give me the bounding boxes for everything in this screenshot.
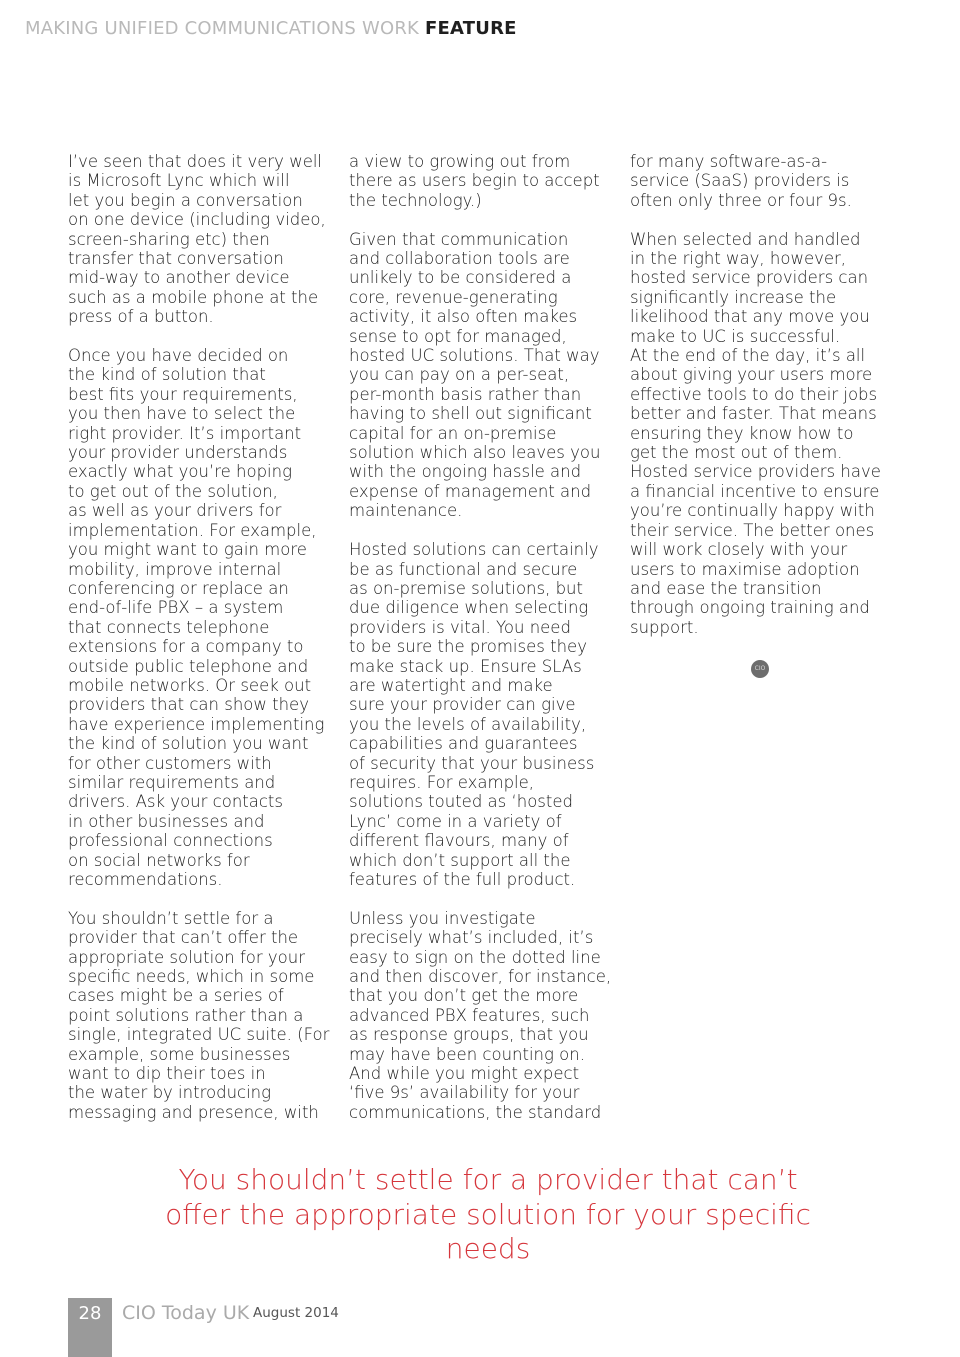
body-text-line: for many software-as-a- [630,152,828,171]
body-text-line: service (SaaS) providers is [630,171,850,191]
body-text-line: to get out of the solution, [68,481,278,501]
body-text-line: on one device (including video, [68,210,326,230]
body-text-line: capabilities and guarantees [349,734,578,754]
paragraph-gap [68,889,330,908]
body-text-line: Hosted solutions can certainly [349,540,599,560]
body-text-line: get the most out of them. [630,443,843,463]
body-text-line: conferencing or replace an [68,578,289,598]
body-text-line: that connects telephone [68,617,270,637]
body-text-line: you can pay on a per-seat, [349,365,570,385]
body-text-line: significantly increase the [630,287,837,307]
article-column-2 [349,152,611,1122]
body-text-line: advanced PBX features, such [349,1005,590,1025]
body-text-line: extensions for a company to [68,637,304,657]
paragraph-gap [349,521,611,540]
body-text-line: sure your provider can give [349,695,576,715]
body-text-line: ensuring they know how to [630,423,854,443]
body-text-line: let you begin a conversation [68,190,303,210]
body-text-line: hosted UC solutions. That way [349,346,600,366]
article-end-logo-icon: CIO [751,660,769,678]
body-text-line: different flavours, many of [349,831,569,851]
body-text-line: solutions touted as ‘hosted [349,792,573,812]
body-text-line: on social networks for [68,850,250,870]
issue-date: August 2014 [253,1305,339,1321]
body-text-line: activity, it also often makes [349,307,578,327]
body-text-line: as response groups, that you [349,1025,589,1045]
body-text-line: Once you have decided on [68,346,289,366]
body-text-line: such as a mobile phone at the [68,287,319,307]
body-text-line: which don’t support all the [349,850,571,870]
body-text-line: effective tools to do their jobs [630,384,878,404]
body-text-line: professional connections [68,831,273,851]
body-text-line: better and faster. That means [630,404,877,424]
body-text-line: you might want to gain more [68,540,307,560]
body-text-line: core, revenue-generating [349,287,558,307]
body-text-line: providers is vital. You need [349,617,571,637]
page-number: 28 [78,1303,102,1324]
body-text-line: Lync’ come in a variety of [349,811,562,831]
paragraph-gap [68,327,330,346]
body-text-line: make stack up. Ensure SLAs [349,656,582,676]
body-text-line: make to UC is successful. [630,326,841,346]
body-text-line: screen-sharing etc) then [68,229,270,249]
body-text-line: provider that can’t offer the [68,928,299,948]
header-feature-label: FEATURE [425,18,517,39]
body-text-line: that you don’t get the more [349,986,579,1006]
body-text-line: may have been counting on. [349,1044,585,1064]
body-text-line: Given that communication [349,229,569,249]
body-text-line: per-month basis rather than [349,384,582,404]
body-text-line: will work closely with your [630,540,848,560]
body-text-line: Hosted service providers have [630,462,881,482]
body-text-line: precisely what’s included, it’s [349,928,594,948]
running-header [25,18,517,39]
body-text-line: users to maximise adoption [630,559,860,579]
body-text-line: At the end of the day, it’s all [630,346,866,366]
body-text-line: the technology.) [349,190,482,210]
body-text-line: mid-way to another device [68,268,290,288]
body-text-line: similar requirements and [68,772,276,792]
body-text-line: due diligence when selecting [349,598,589,618]
body-text-line: point solutions rather than a [68,1005,304,1025]
body-text-line: be as functional and secure [349,559,578,579]
body-text-line: in other businesses and [68,811,265,831]
body-text-line: and collaboration tools are [349,249,570,269]
pull-quote-line: offer the appropriate solution for your specific [165,1197,811,1231]
pull-quote [150,1163,826,1267]
body-text-line: maintenance. [349,501,463,521]
body-text-line: in the right way, however, [630,249,847,269]
body-text-line: often only three or four 9s. [630,190,852,210]
body-text-line: have experience implementing [68,714,325,734]
body-text-line: the kind of solution you want [68,734,309,754]
body-text-line: hosted service providers can [630,268,869,288]
body-text-line: appropriate solution for your [68,947,306,967]
body-text-line: support. [630,617,699,637]
article-column-1 [68,152,330,1122]
body-text-line: specific needs, which in some [68,967,315,987]
body-text-line: your provider understands [68,443,288,463]
magazine-name: CIO Today UK [122,1302,250,1324]
body-text-line: outside public telephone and [68,656,309,676]
body-text-line: You shouldn’t settle for a [68,908,274,928]
body-text-line: And while you might expect [349,1064,580,1084]
body-text-line: and ease the transition [630,578,822,598]
paragraph-gap [349,210,611,229]
body-text-line: press of a button. [68,307,214,327]
body-text-line: exactly what you’re hoping [68,462,292,482]
body-text-line: the kind of solution that [68,365,266,385]
body-text-line: easy to sign on the dotted line [349,947,601,967]
body-text-line: ‘five 9s’ availability for your [349,1083,580,1103]
paragraph-gap [630,210,892,229]
body-text-line: cases might be a series of [68,986,284,1006]
body-text-line: a view to growing out from [349,152,571,171]
body-text-line: you’re continually happy with [630,501,875,521]
body-text-line: mobile networks. Or seek out [68,675,312,695]
pull-quote-line: needs [445,1232,531,1265]
body-text-line: example, some businesses [68,1044,291,1064]
body-text-line: are watertight and make [349,675,553,695]
body-text-line: unlikely to be considered a [349,268,572,288]
body-text-line: right provider. It’s important [68,423,302,443]
header-section-title: MAKING UNIFIED COMMUNICATIONS WORK [25,18,420,39]
body-text-line: there as users begin to accept [349,171,600,191]
body-text-line: is Microsoft Lync which will [68,171,290,191]
body-text-line: recommendations. [68,870,223,890]
body-text-line: you the levels of availability, [349,714,587,734]
body-text-line: Unless you investigate [349,908,536,928]
paragraph-gap [349,889,611,908]
body-text-line: want to dip their toes in [68,1064,266,1084]
body-text-line: capital for an on-premise [349,423,557,443]
body-text-line: mobility, improve internal [68,559,282,579]
body-text-line: expense of management and [349,481,592,501]
body-text-line: best fits your requirements, [68,384,298,404]
body-text-line: end-of-life PBX – a system [68,598,284,618]
article-column-3 [630,152,892,637]
body-text-line: the water by introducing [68,1083,272,1103]
body-text-line: to be sure the promises they [349,637,587,657]
body-text-line: as on-premise solutions, but [349,578,583,598]
body-text-line: features of the full product. [349,870,576,889]
body-text-line: you then have to select the [68,404,296,424]
body-text-line: When selected and handled [630,229,861,249]
body-text-line: of security that your business [349,753,595,773]
body-text-line: and then discover, for instance, [349,967,612,987]
body-text-line: implementation. For example, [68,520,317,540]
body-text-line: I’ve seen that does it very well [68,152,323,171]
body-text-line: drivers. Ask your contacts [68,792,283,812]
body-text-line: a financial incentive to ensure [630,481,880,501]
body-text-line: having to shell out significant [349,404,592,424]
body-text-line: for other customers with [68,753,272,773]
body-text-line: transfer that conversation [68,249,284,269]
body-text-line: about giving your users more [630,365,873,385]
body-text-line: solution which also leaves you [349,443,601,463]
body-text-line: likelihood that any move you [630,307,870,327]
body-text-line: through ongoing training and [630,598,870,618]
body-text-line: providers that can show they [68,695,309,715]
pull-quote-line: You shouldn’t settle for a provider that can’t [178,1163,798,1196]
body-text-line: with the ongoing hassle and [349,462,582,482]
body-text-line: as well as your drivers for [68,501,282,521]
body-text-line: communications, the standard [349,1102,602,1122]
body-text-line: messaging and presence, with [68,1102,319,1122]
body-text-line: single, integrated UC suite. (For [68,1025,330,1045]
body-text-line: sense to opt for managed, [349,326,567,346]
body-text-line: requires. For example, [349,772,535,792]
body-text-line: their service. The better ones [630,520,875,540]
